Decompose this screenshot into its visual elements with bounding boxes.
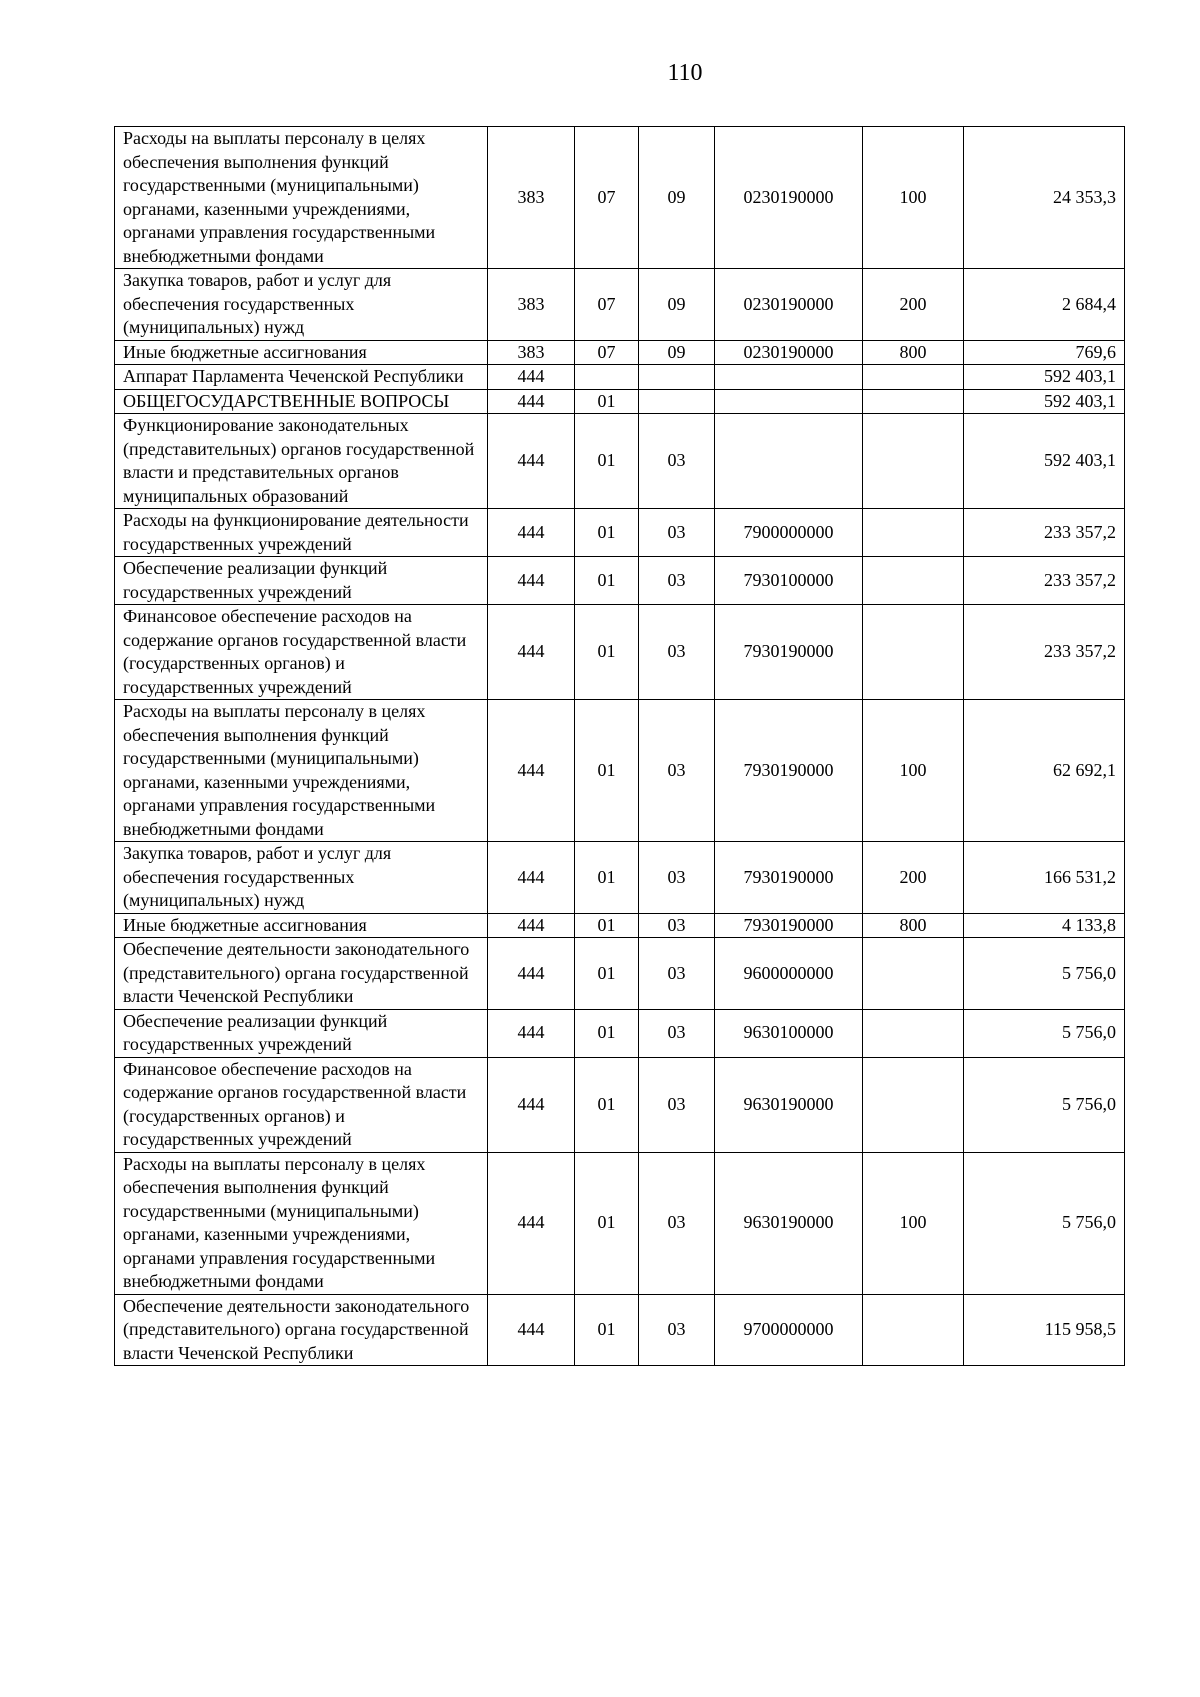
row-section-code: 07 (575, 340, 639, 365)
row-expense-type-code: 800 (863, 913, 964, 938)
row-expense-type-code (863, 938, 964, 1010)
table-row (115, 269, 1125, 341)
row-amount: 5 756,0 (964, 1009, 1125, 1057)
row-target-article-code: 9630100000 (715, 1009, 863, 1057)
row-amount: 115 958,5 (964, 1294, 1125, 1366)
row-target-article-code (715, 365, 863, 390)
row-expense-type-code (863, 605, 964, 700)
row-section-code (575, 365, 639, 390)
row-subsection-code (639, 365, 715, 390)
row-name: Функционирование законодательных (представительных) органов государственной власти и представительных органов муниципальных образований (115, 414, 488, 509)
row-section-code: 01 (575, 1152, 639, 1294)
row-target-article-code: 0230190000 (715, 340, 863, 365)
row-section-code: 01 (575, 414, 639, 509)
table-row (115, 913, 1125, 938)
row-expense-type-code (863, 414, 964, 509)
row-ved-code: 383 (488, 269, 575, 341)
row-section-code: 01 (575, 842, 639, 914)
table-row (115, 1009, 1125, 1057)
row-subsection-code: 09 (639, 340, 715, 365)
row-name: Обеспечение деятельности законодательного (представительного) органа государственной власти Чеченской Республики (115, 938, 488, 1010)
row-subsection-code: 03 (639, 1152, 715, 1294)
row-ved-code: 383 (488, 340, 575, 365)
row-section-code: 07 (575, 269, 639, 341)
row-subsection-code: 03 (639, 557, 715, 605)
row-amount: 233 357,2 (964, 557, 1125, 605)
row-section-code: 01 (575, 1294, 639, 1366)
row-expense-type-code (863, 1294, 964, 1366)
row-subsection-code: 09 (639, 269, 715, 341)
row-expense-type-code (863, 365, 964, 390)
table-row (115, 1152, 1125, 1294)
budget-table-body (115, 127, 1125, 1366)
row-amount: 769,6 (964, 340, 1125, 365)
row-subsection-code: 03 (639, 1057, 715, 1152)
row-ved-code: 444 (488, 700, 575, 842)
row-amount: 592 403,1 (964, 389, 1125, 414)
row-subsection-code: 03 (639, 509, 715, 557)
row-name: Иные бюджетные ассигнования (115, 913, 488, 938)
row-name: Обеспечение реализации функций государственных учреждений (115, 557, 488, 605)
row-expense-type-code (863, 1009, 964, 1057)
row-name: Обеспечение реализации функций государственных учреждений (115, 1009, 488, 1057)
row-target-article-code: 7930190000 (715, 842, 863, 914)
table-row (115, 700, 1125, 842)
row-section-code: 01 (575, 700, 639, 842)
row-subsection-code: 03 (639, 414, 715, 509)
table-row (115, 414, 1125, 509)
row-name: Закупка товаров, работ и услуг для обеспечения государственных (муниципальных) нужд (115, 269, 488, 341)
row-name: Финансовое обеспечение расходов на содержание органов государственной власти (государственных органов) и государственных учреждений (115, 605, 488, 700)
table-row (115, 509, 1125, 557)
row-ved-code: 444 (488, 1057, 575, 1152)
row-amount: 4 133,8 (964, 913, 1125, 938)
row-section-code: 01 (575, 509, 639, 557)
row-amount: 5 756,0 (964, 1057, 1125, 1152)
row-name: ОБЩЕГОСУДАРСТВЕННЫЕ ВОПРОСЫ (115, 389, 488, 414)
table-row (115, 340, 1125, 365)
row-section-code: 01 (575, 1009, 639, 1057)
row-amount: 2 684,4 (964, 269, 1125, 341)
row-expense-type-code: 200 (863, 842, 964, 914)
page-number: 110 (667, 60, 703, 86)
row-amount: 24 353,3 (964, 127, 1125, 269)
row-amount: 592 403,1 (964, 365, 1125, 390)
row-ved-code: 444 (488, 1294, 575, 1366)
row-subsection-code: 03 (639, 1294, 715, 1366)
row-amount: 166 531,2 (964, 842, 1125, 914)
row-amount: 62 692,1 (964, 700, 1125, 842)
row-subsection-code: 03 (639, 605, 715, 700)
row-expense-type-code: 800 (863, 340, 964, 365)
row-target-article-code: 0230190000 (715, 269, 863, 341)
row-ved-code: 444 (488, 509, 575, 557)
row-subsection-code (639, 389, 715, 414)
row-subsection-code: 03 (639, 913, 715, 938)
row-expense-type-code: 100 (863, 127, 964, 269)
row-target-article-code: 7930190000 (715, 605, 863, 700)
table-row (115, 605, 1125, 700)
row-section-code: 01 (575, 389, 639, 414)
row-target-article-code: 9630190000 (715, 1152, 863, 1294)
table-row (115, 938, 1125, 1010)
row-target-article-code: 7930190000 (715, 700, 863, 842)
row-name: Расходы на выплаты персоналу в целях обеспечения выполнения функций государственными (муниципальными) органами, казенными учреждениями, органами управления государственными внебюджетными фондами (115, 1152, 488, 1294)
row-ved-code: 444 (488, 557, 575, 605)
table-row (115, 365, 1125, 390)
row-subsection-code: 03 (639, 1009, 715, 1057)
row-target-article-code (715, 414, 863, 509)
row-ved-code: 444 (488, 414, 575, 509)
row-amount: 233 357,2 (964, 605, 1125, 700)
row-name: Финансовое обеспечение расходов на содержание органов государственной власти (государственных органов) и государственных учреждений (115, 1057, 488, 1152)
table-row (115, 127, 1125, 269)
row-amount: 5 756,0 (964, 1152, 1125, 1294)
row-name: Расходы на выплаты персоналу в целях обеспечения выполнения функций государственными (муниципальными) органами, казенными учреждениями, органами управления государственными внебюджетными фондами (115, 127, 488, 269)
row-name: Закупка товаров, работ и услуг для обеспечения государственных (муниципальных) нужд (115, 842, 488, 914)
row-target-article-code: 9600000000 (715, 938, 863, 1010)
row-target-article-code: 7930190000 (715, 913, 863, 938)
table-row (115, 1057, 1125, 1152)
row-ved-code: 383 (488, 127, 575, 269)
row-name: Обеспечение деятельности законодательного (представительного) органа государственной власти Чеченской Республики (115, 1294, 488, 1366)
row-ved-code: 444 (488, 913, 575, 938)
row-name: Аппарат Парламента Чеченской Республики (115, 365, 488, 390)
row-ved-code: 444 (488, 842, 575, 914)
row-amount: 592 403,1 (964, 414, 1125, 509)
row-name: Иные бюджетные ассигнования (115, 340, 488, 365)
row-expense-type-code (863, 509, 964, 557)
row-expense-type-code (863, 557, 964, 605)
table-row (115, 557, 1125, 605)
row-target-article-code (715, 389, 863, 414)
table-row (115, 389, 1125, 414)
row-subsection-code: 03 (639, 700, 715, 842)
row-section-code: 01 (575, 557, 639, 605)
row-section-code: 01 (575, 1057, 639, 1152)
row-subsection-code: 09 (639, 127, 715, 269)
row-expense-type-code (863, 389, 964, 414)
row-expense-type-code: 200 (863, 269, 964, 341)
row-section-code: 01 (575, 605, 639, 700)
row-ved-code: 444 (488, 1152, 575, 1294)
row-target-article-code: 7930100000 (715, 557, 863, 605)
row-expense-type-code: 100 (863, 1152, 964, 1294)
row-expense-type-code: 100 (863, 700, 964, 842)
row-subsection-code: 03 (639, 842, 715, 914)
row-section-code: 07 (575, 127, 639, 269)
row-ved-code: 444 (488, 605, 575, 700)
row-subsection-code: 03 (639, 938, 715, 1010)
row-name: Расходы на выплаты персоналу в целях обеспечения выполнения функций государственными (муниципальными) органами, казенными учреждениями, органами управления государственными внебюджетными фондами (115, 700, 488, 842)
row-section-code: 01 (575, 938, 639, 1010)
row-ved-code: 444 (488, 365, 575, 390)
row-expense-type-code (863, 1057, 964, 1152)
table-row (115, 842, 1125, 914)
row-name: Расходы на функционирование деятельности государственных учреждений (115, 509, 488, 557)
row-amount: 233 357,2 (964, 509, 1125, 557)
row-target-article-code: 9630190000 (715, 1057, 863, 1152)
row-section-code: 01 (575, 913, 639, 938)
row-target-article-code: 7900000000 (715, 509, 863, 557)
table-row (115, 1294, 1125, 1366)
row-target-article-code: 9700000000 (715, 1294, 863, 1366)
row-ved-code: 444 (488, 1009, 575, 1057)
row-amount: 5 756,0 (964, 938, 1125, 1010)
budget-table (114, 126, 1125, 1366)
row-target-article-code: 0230190000 (715, 127, 863, 269)
row-ved-code: 444 (488, 389, 575, 414)
row-ved-code: 444 (488, 938, 575, 1010)
